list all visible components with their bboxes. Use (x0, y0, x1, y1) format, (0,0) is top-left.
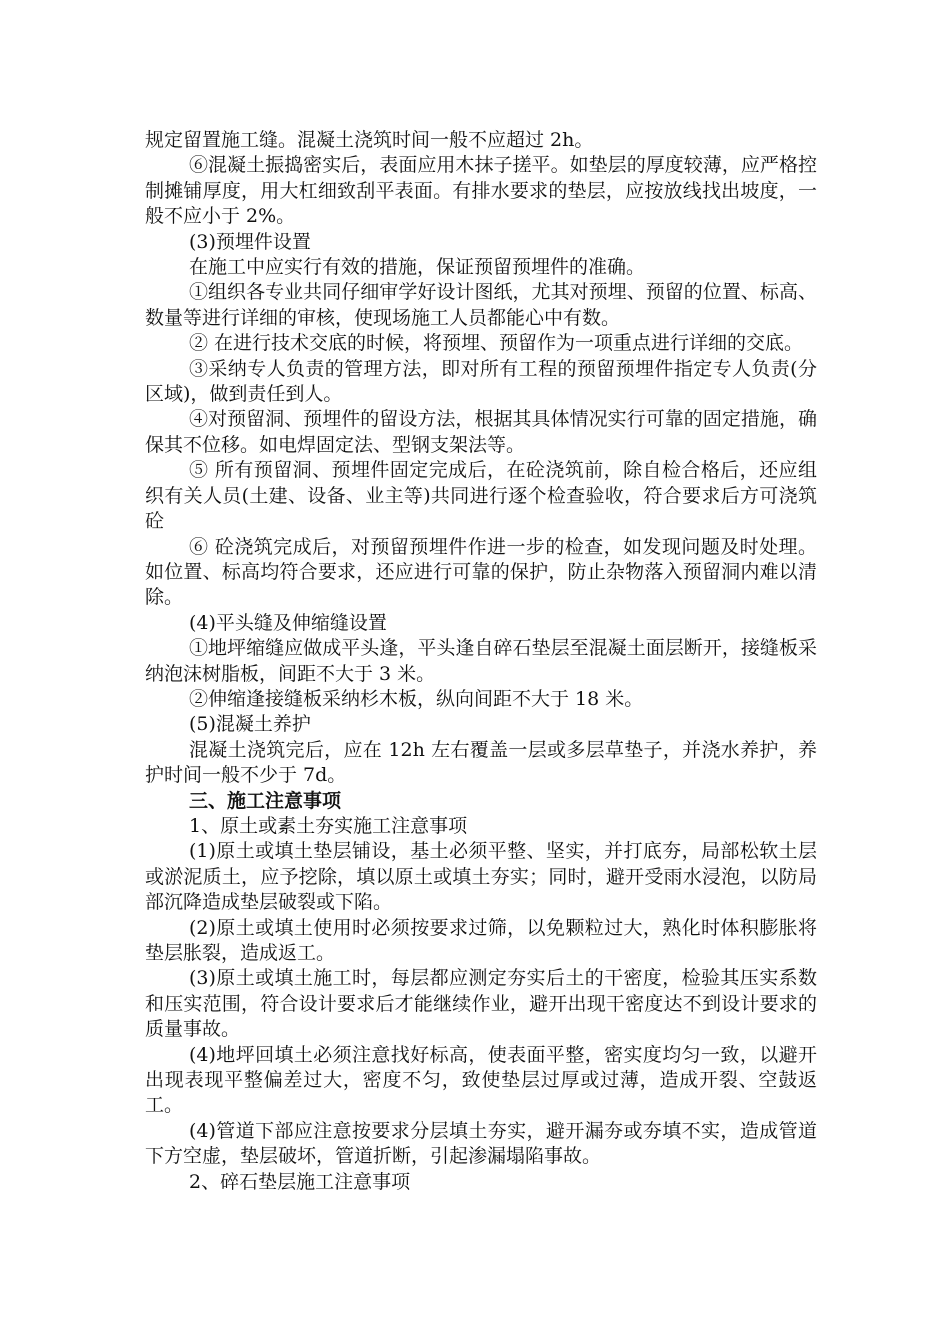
section-heading-joints: (4)平头缝及伸缩缝设置 (189, 611, 387, 634)
paragraph-20: (4)地坪回填土必须注意找好标高，使表面平整，密实度均匀一致，以避开出现表现平整偏差过大，密度不匀，致使垫层过厚或过薄，造成开裂、空鼓返工。 (145, 1043, 817, 1117)
paragraph-17: (1)原土或填土垫层铺设，基土必须平整、坚实，并打底夯，局部松软土层或淤泥质土，应予挖除，填以原土或填土夯实；同时，避开受雨水浸泡，以防局部沉降造成垫层破裂或下陷。 (145, 840, 817, 914)
paragraph-3: 在施工中应实行有效的措施，保证预留预埋件的准确。 (189, 256, 646, 279)
paragraph-7: ④对预留洞、预埋件的留设方法，根据其具体情况实行可靠的固定措施，确保其不位移。如电焊固定法、型钢支架法等。 (145, 408, 817, 456)
paragraph-8: ⑤ 所有预留洞、预埋件固定完成后，在砼浇筑前，除自检合格后，还应组织有关人员(土建、设备、业主等)共同进行逐个检查验收，符合要求后方可浇筑砼 (145, 459, 817, 533)
section-heading-embedded-parts: (3)预埋件设置 (189, 230, 311, 253)
document-page (145, 128, 817, 1195)
section-heading-curing: (5)混凝土养护 (189, 713, 311, 736)
paragraph-9: ⑥ 砼浇筑完成后，对预留预埋件作进一步的检查，如发现问题及时处理。如位置、标高均符合要求，还应进行可靠的保护，防止杂物落入预留洞内难以清除。 (145, 535, 817, 609)
paragraph-18: (2)原土或填土使用时必须按要求过筛，以免颗粒过大，熟化时体积膨胀将垫层胀裂，造成返工。 (145, 916, 817, 964)
paragraph-11: ①地坪缩缝应做成平头逢，平头逢自碎石垫层至混凝土面层断开，接缝板采纳泡沫树脂板，间距不大于 3 米。 (145, 637, 817, 685)
subsection-heading-gravel: 2、碎石垫层施工注意事项 (189, 1170, 411, 1193)
paragraph-4: ①组织各专业共同仔细审学好设计图纸，尤其对预埋、预留的位置、标高、数量等进行详细的审核，使现场施工人员都能心中有数。 (145, 281, 817, 329)
paragraph-1: ⑥混凝土振捣密实后，表面应用木抹子搓平。如垫层的厚度较薄，应严格控制摊铺厚度，用大杠细致刮平表面。有排水要求的垫层，应按放线找出坡度，一般不应小于 2%。 (145, 154, 817, 228)
paragraph-19: (3)原土或填土施工时，每层都应测定夯实后土的干密度，检验其压实系数和压实范围，符合设计要求后才能继续作业，避开出现干密度达不到设计要求的质量事故。 (145, 967, 817, 1041)
paragraph-14: 混凝土浇筑完后，应在 12h 左右覆盖一层或多层草垫子，并浇水养护，养护时间一般不少于 7d。 (145, 738, 817, 787)
subsection-heading-soil: 1、原土或素土夯实施工注意事项 (189, 814, 468, 837)
chapter-heading-notes: 三、施工注意事项 (189, 789, 342, 812)
paragraph-21: (4)管道下部应注意按要求分层填土夯实，避开漏夯或夯填不实，造成管道下方空虚，垫层破坏，管道折断，引起渗漏塌陷事故。 (145, 1119, 817, 1168)
paragraph-5: ② 在进行技术交底的时候，将预埋、预留作为一项重点进行详细的交底。 (189, 332, 804, 355)
paragraph-12: ②伸缩逢接缝板采纳杉木板，纵向间距不大于 18 米。 (189, 687, 644, 710)
paragraph-0: 规定留置施工缝。混凝土浇筑时间一般不应超过 2h。 (145, 129, 594, 151)
paragraph-6: ③采纳专人负责的管理方法，即对所有工程的预留预埋件指定专人负责(分区域)，做到责任到人。 (145, 357, 817, 406)
